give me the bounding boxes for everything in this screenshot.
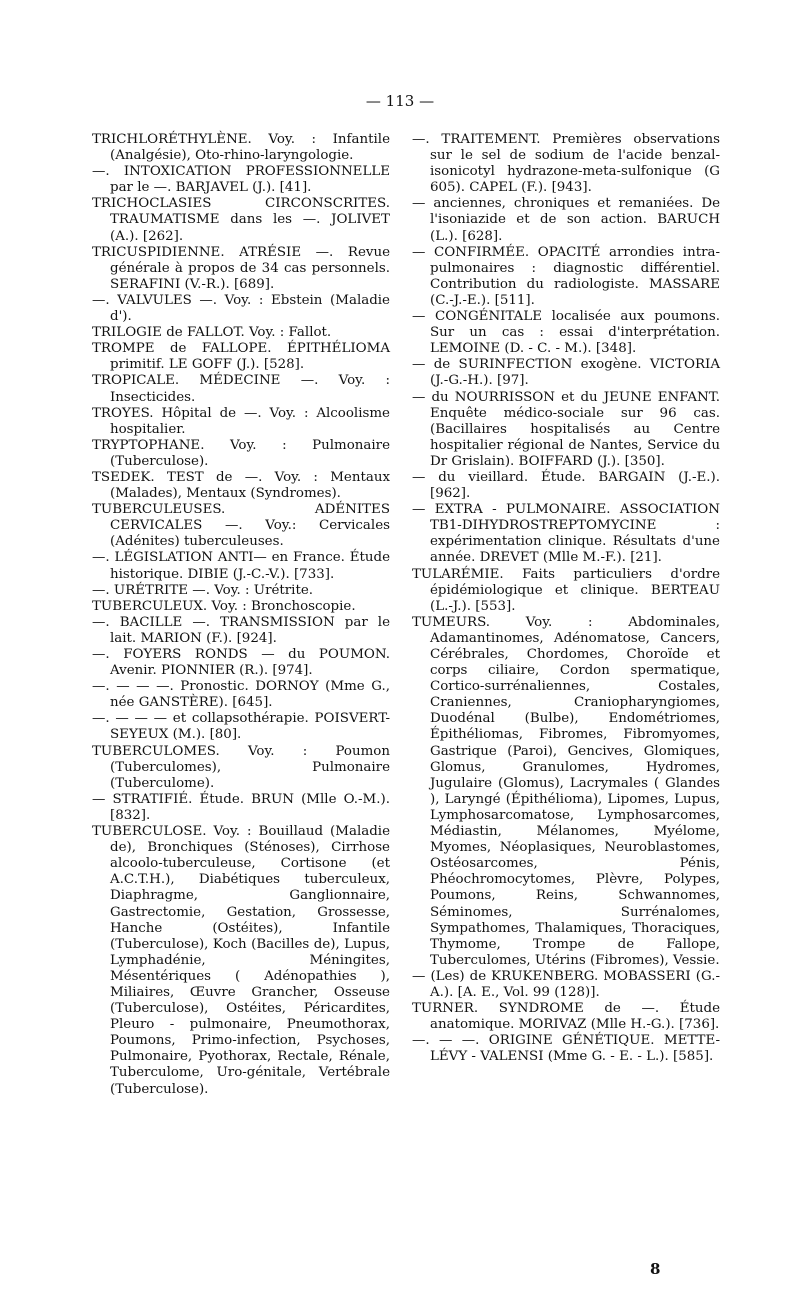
right-column bbox=[412, 132, 720, 1065]
index-entry: TURNER. SYNDROME de —. Étude anatomique. MORIVAZ (Mlle H.-G.). [736]. bbox=[412, 1001, 720, 1033]
index-entry: TUMEURS. Voy. : Abdominales, Adamantinomes, Adénomatose, Cancers, Cérébrales, Chordomes, Choroïde et corps ciliaire, Cordon spermatique, Cortico-surrénaliennes, Costales, Craniennes, Craniopharyngiomes, Duodénal (Bulbe), Endométriomes, Épithéliomas, Fibromes, Fibromyomes, Gastrique (Paroi), Gencives, Glomiques, Glomus, Granulomes, Hydromes, Jugulaire (Glomus), Lacrymales ( Glandes ), Laryngé (Épithélioma), Lipomes, Lupus, Lymphosarcomatose, Lymphosarcomes, Médiastin, Mélanomes, Myélome, Myomes, Néoplasiques, Neuroblastomes, Ostéosarcomes, Pénis, Phéochromocytomes, Plèvre, Polypes, Poumons, Reins, Schwannomes, Séminomes, Surrénalomes, Sympathomes, Thalamiques, Thoraciques, Thymome, Trompe de Fallope, Tuberculomes, Utérins (Fibromes), Vessie. bbox=[412, 614, 720, 968]
index-entry: —. — — — et collapsothérapie. POISVERT-SEYEUX (M.). [80]. bbox=[92, 711, 390, 743]
index-entry: — anciennes, chroniques et remaniées. De l'isoniazide et de son action. BARUCH (L.). [628]. bbox=[412, 196, 720, 244]
index-entry: TSEDEK. TEST de —. Voy. : Mentaux (Malades), Mentaux (Syndromes). bbox=[92, 469, 390, 502]
index-entry: TROPICALE. MÉDECINE —. Voy. : Insecticides. bbox=[92, 373, 390, 405]
index-entry: —. LÉGISLATION ANTI— en France. Étude historique. DIBIE (J.-C.-V.). [733]. bbox=[92, 550, 390, 582]
index-entry: — CONFIRMÉE. OPACITÉ arrondies intra-pulmonaires : diagnostic différentiel. Contribution du radiologiste. MASSARE (C.-J.-E.). [511]. bbox=[412, 244, 720, 308]
index-entry: TUBERCULOSE. Voy. : Bouillaud (Maladie de), Bronchiques (Sténoses), Cirrhose alcoolo-tuberculeuse, Cortisone (et A.C.T.H.), Diabétiques tuberculeux, Diaphragme, Ganglionnaire, Gastrectomie, Gestation, Grossesse, Hanche (Ostéites), Infantile (Tuberculose), Koch (Bacilles de), Lupus, Lymphadénie, Méningites, Mésentériques ( Adénopathies ), Miliaires, Œuvre Grancher, Osseuse (Tuberculose), Ostéites, Péricardites, Pleuro - pulmonaire, Pneumothorax, Poumons, Primo-infection, Psychoses, Pulmonaire, Pyothorax, Rectale, Rénale, Tuberculome, Uro-génitale, Vertébrale (Tuberculose). bbox=[92, 824, 390, 1097]
index-entry: TRYPTOPHANE. Voy. : Pulmonaire (Tuberculose). bbox=[92, 437, 390, 469]
index-entry: TROYES. Hôpital de —. Voy. : Alcoolisme hospitalier. bbox=[92, 405, 390, 437]
left-column bbox=[92, 132, 390, 1098]
index-entry: TRICHLORÉTHYLÈNE. Voy. : Infantile (Analgésie), Oto-rhino-laryngologie. bbox=[92, 132, 390, 164]
page-number: — 113 — bbox=[365, 92, 435, 110]
index-entry: —. TRAITEMENT. Premières observations sur le sel de sodium de l'acide benzal-isonicotyl hydrazone-meta-sulfonique (G 605). CAPEL (F.). [943]. bbox=[412, 132, 720, 196]
signature-mark: 8 bbox=[650, 1260, 661, 1278]
index-entry: TUBERCULEUX. Voy. : Bronchoscopie. bbox=[92, 598, 356, 614]
index-entry: —. URÉTRITE —. Voy. : Urétrite. bbox=[92, 582, 314, 598]
index-entry: TRILOGIE de FALLOT. Voy. : Fallot. bbox=[92, 325, 332, 341]
index-entry: TUBERCULOMES. Voy. : Poumon (Tuberculomes), Pulmonaire (Tuberculome). bbox=[92, 743, 390, 791]
index-entry: — EXTRA - PULMONAIRE. ASSOCIATION TB1-DIHYDROSTREPTOMYCINE : expérimentation clinique. Résultats d'une année. DREVET (Mlle M.-F.). [21]. bbox=[412, 502, 720, 566]
index-entry: TROMPE de FALLOPE. ÉPITHÉLIOMA primitif. LE GOFF (J.). [528]. bbox=[92, 341, 390, 373]
index-entry: —. VALVULES —. Voy. : Ebstein (Maladie d'). bbox=[92, 292, 390, 325]
index-entry: TRICUSPIDIENNE. ATRÉSIE —. Revue générale à propos de 34 cas personnels. SERAFINI (V.-R.). [689]. bbox=[92, 244, 390, 292]
index-entry: — de SURINFECTION exogène. VICTORIA (J.-G.-H.). [97]. bbox=[412, 357, 720, 389]
index-entry: TUBERCULEUSES. ADÉNITES CERVICALES —. Voy.: Cervicales (Adénites) tuberculeuses. bbox=[92, 502, 390, 550]
index-entry: — du vieillard. Étude. BARGAIN (J.-E.). [962]. bbox=[412, 469, 720, 502]
index-entry: — CONGÉNITALE localisée aux poumons. Sur un cas : essai d'interprétation. LEMOINE (D. - C. - M.). [348]. bbox=[412, 309, 720, 357]
index-entry: — STRATIFIÉ. Étude. BRUN (Mlle O.-M.). [832]. bbox=[92, 791, 390, 823]
index-entry: TULARÉMIE. Faits particuliers d'ordre épidémiologique et clinique. BERTEAU (L.-J.). [553]. bbox=[412, 566, 720, 614]
index-entry: TRICHOCLASIES CIRCONSCRITES. TRAUMATISME dans les —. JOLIVET (A.). [262]. bbox=[92, 196, 390, 244]
index-entry: —. INTOXICATION PROFESSIONNELLE par le —. BARJAVEL (J.). [41]. bbox=[92, 164, 390, 196]
index-entry: —. FOYERS RONDS — du POUMON. Avenir. PIONNIER (R.). [974]. bbox=[92, 647, 390, 679]
index-entry: —. BACILLE —. TRANSMISSION par le lait. MARION (F.). [924]. bbox=[92, 614, 390, 646]
index-entry: —. — —. ORIGINE GÉNÉTIQUE. METTE-LÉVY - VALENSI (Mme G. - E. - L.). [585]. bbox=[412, 1033, 720, 1065]
index-entry: — (Les) de KRUKENBERG. MOBASSERI (G.-A.). [A. E., Vol. 99 (128)]. bbox=[412, 968, 720, 1000]
index-entry: — du NOURRISSON et du JEUNE ENFANT. Enquête médico-sociale sur 96 cas. (Bacillaires hospitalisés au Centre hospitalier régional de Nantes, Service du Dr Grislain). BOIFFARD (J.). [350]. bbox=[412, 389, 720, 469]
index-entry: —. — — —. Pronostic. DORNOY (Mme G., née GANSTÈRE). [645]. bbox=[92, 679, 390, 711]
